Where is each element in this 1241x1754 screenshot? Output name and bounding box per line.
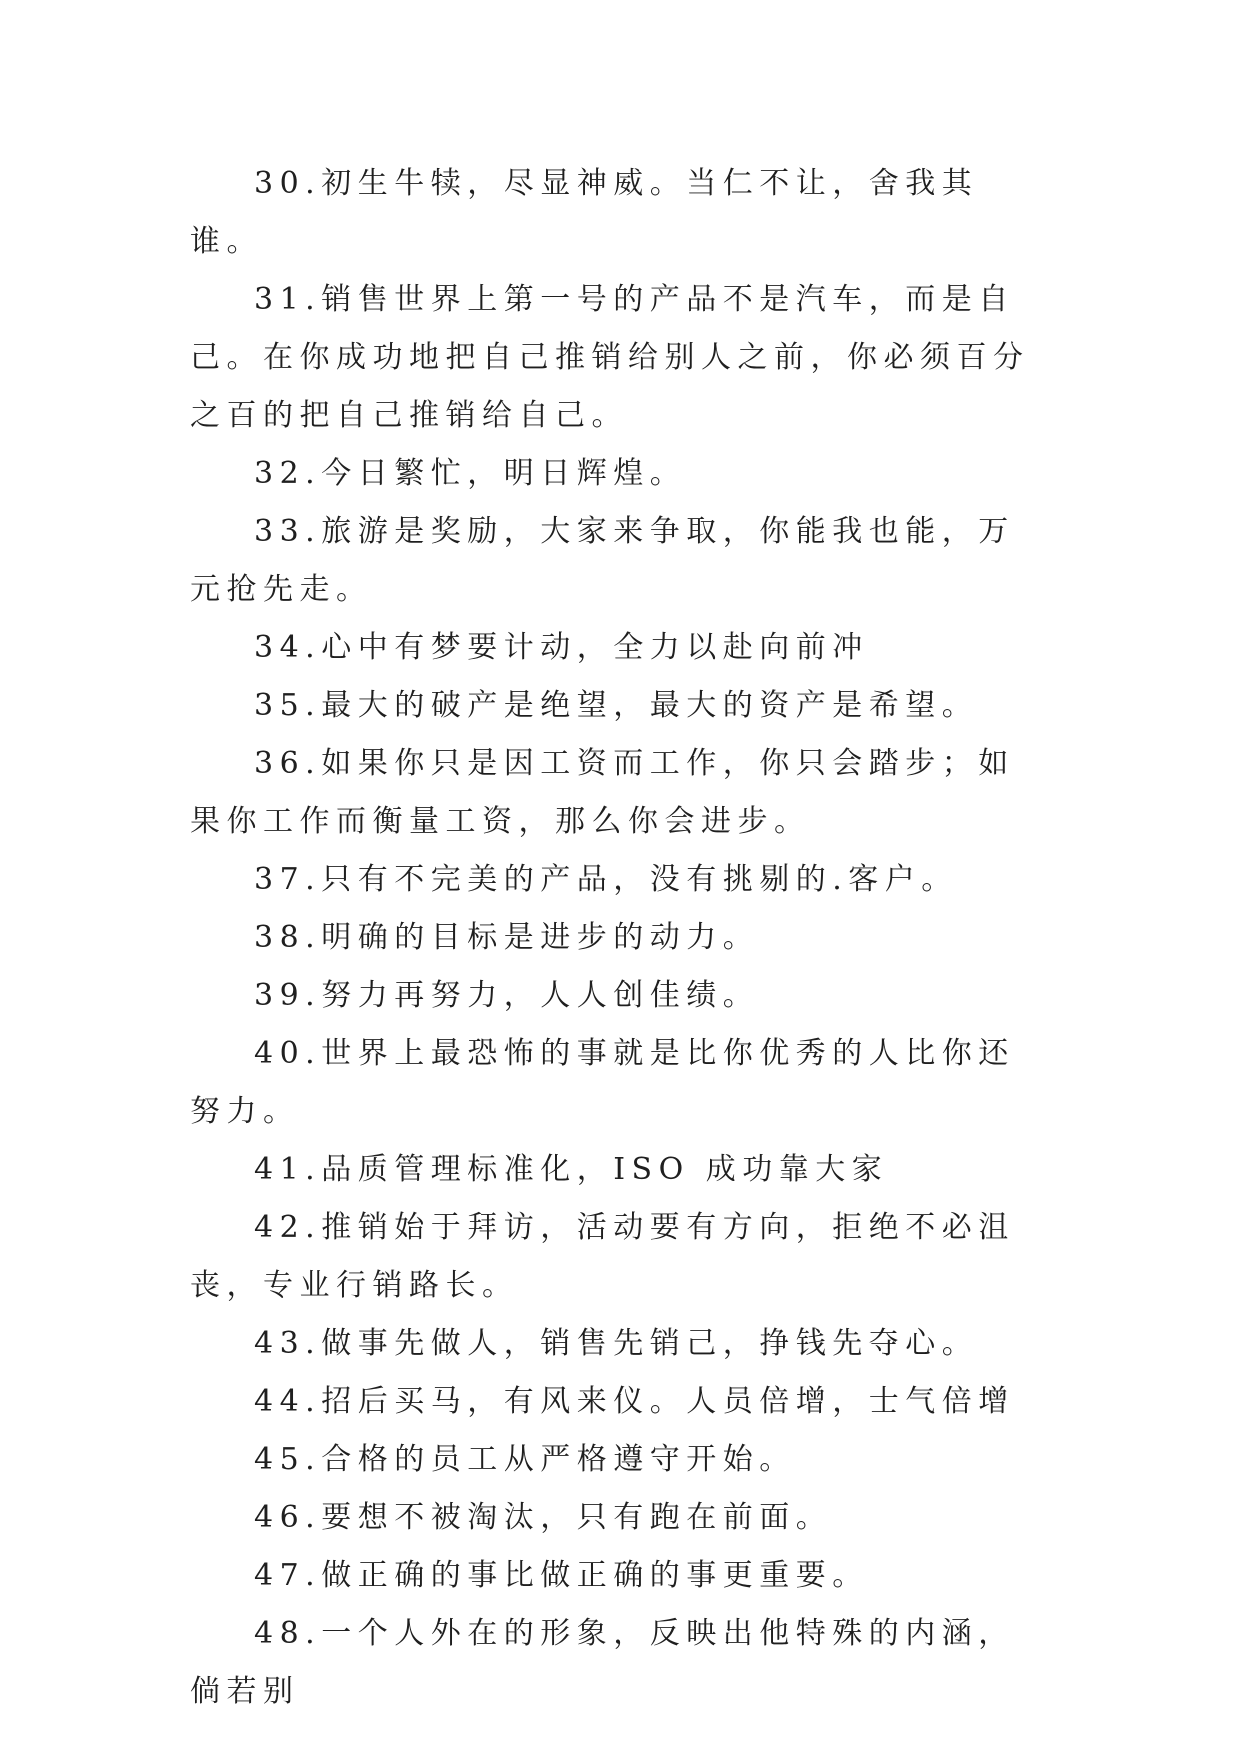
paragraph-34: 34.心中有梦要计动，全力以赴向前冲 [254,630,869,665]
paragraph-38: 38.明确的目标是进步的动力。 [254,920,760,955]
paragraph-36: 36.如果你只是因工资而工作，你只会踏步；如果你工作而衡量工资，那么你会进步。 [190,746,1015,839]
paragraph-33: 33.旅游是奖励，大家来争取，你能我也能，万元抢先走。 [190,514,1015,607]
paragraph-37: 37.只有不完美的产品，没有挑剔的.客户。 [254,862,958,897]
paragraph-42: 42.推销始于拜访，活动要有方向，拒绝不必沮丧，专业行销路长。 [190,1210,1015,1303]
paragraph-46: 46.要想不被淘汰，只有跑在前面。 [254,1500,833,1535]
paragraph-48: 48.一个人外在的形象，反映出他特殊的内涵，倘若别 [190,1616,1015,1709]
paragraph-40: 40.世界上最恐怖的事就是比你优秀的人比你还努力。 [190,1036,1015,1129]
paragraph-45: 45.合格的员工从严格遵守开始。 [254,1442,796,1477]
paragraph-30: 30.初生牛犊，尽显神威。当仁不让，舍我其谁。 [190,166,979,259]
paragraph-35: 35.最大的破产是绝望，最大的资产是希望。 [254,688,979,723]
paragraph-31: 31.销售世界上第一号的产品不是汽车，而是自己。在你成功地把自己推销给别人之前，你必须百分之百的把自己推销给自己。 [190,282,1030,433]
paragraph-32: 32.今日繁忙，明日辉煌。 [254,456,687,491]
document-body [190,155,1050,1721]
paragraph-44: 44.招后买马，有风来仪。人员倍增，士气倍增 [254,1384,1015,1419]
paragraph-47: 47.做正确的事比做正确的事更重要。 [254,1558,869,1593]
paragraph-41: 41.品质管理标准化，ISO 成功靠大家 [254,1152,889,1187]
paragraph-43: 43.做事先做人，销售先销己，挣钱先夺心。 [254,1326,979,1361]
paragraph-39: 39.努力再努力，人人创佳绩。 [254,978,760,1013]
